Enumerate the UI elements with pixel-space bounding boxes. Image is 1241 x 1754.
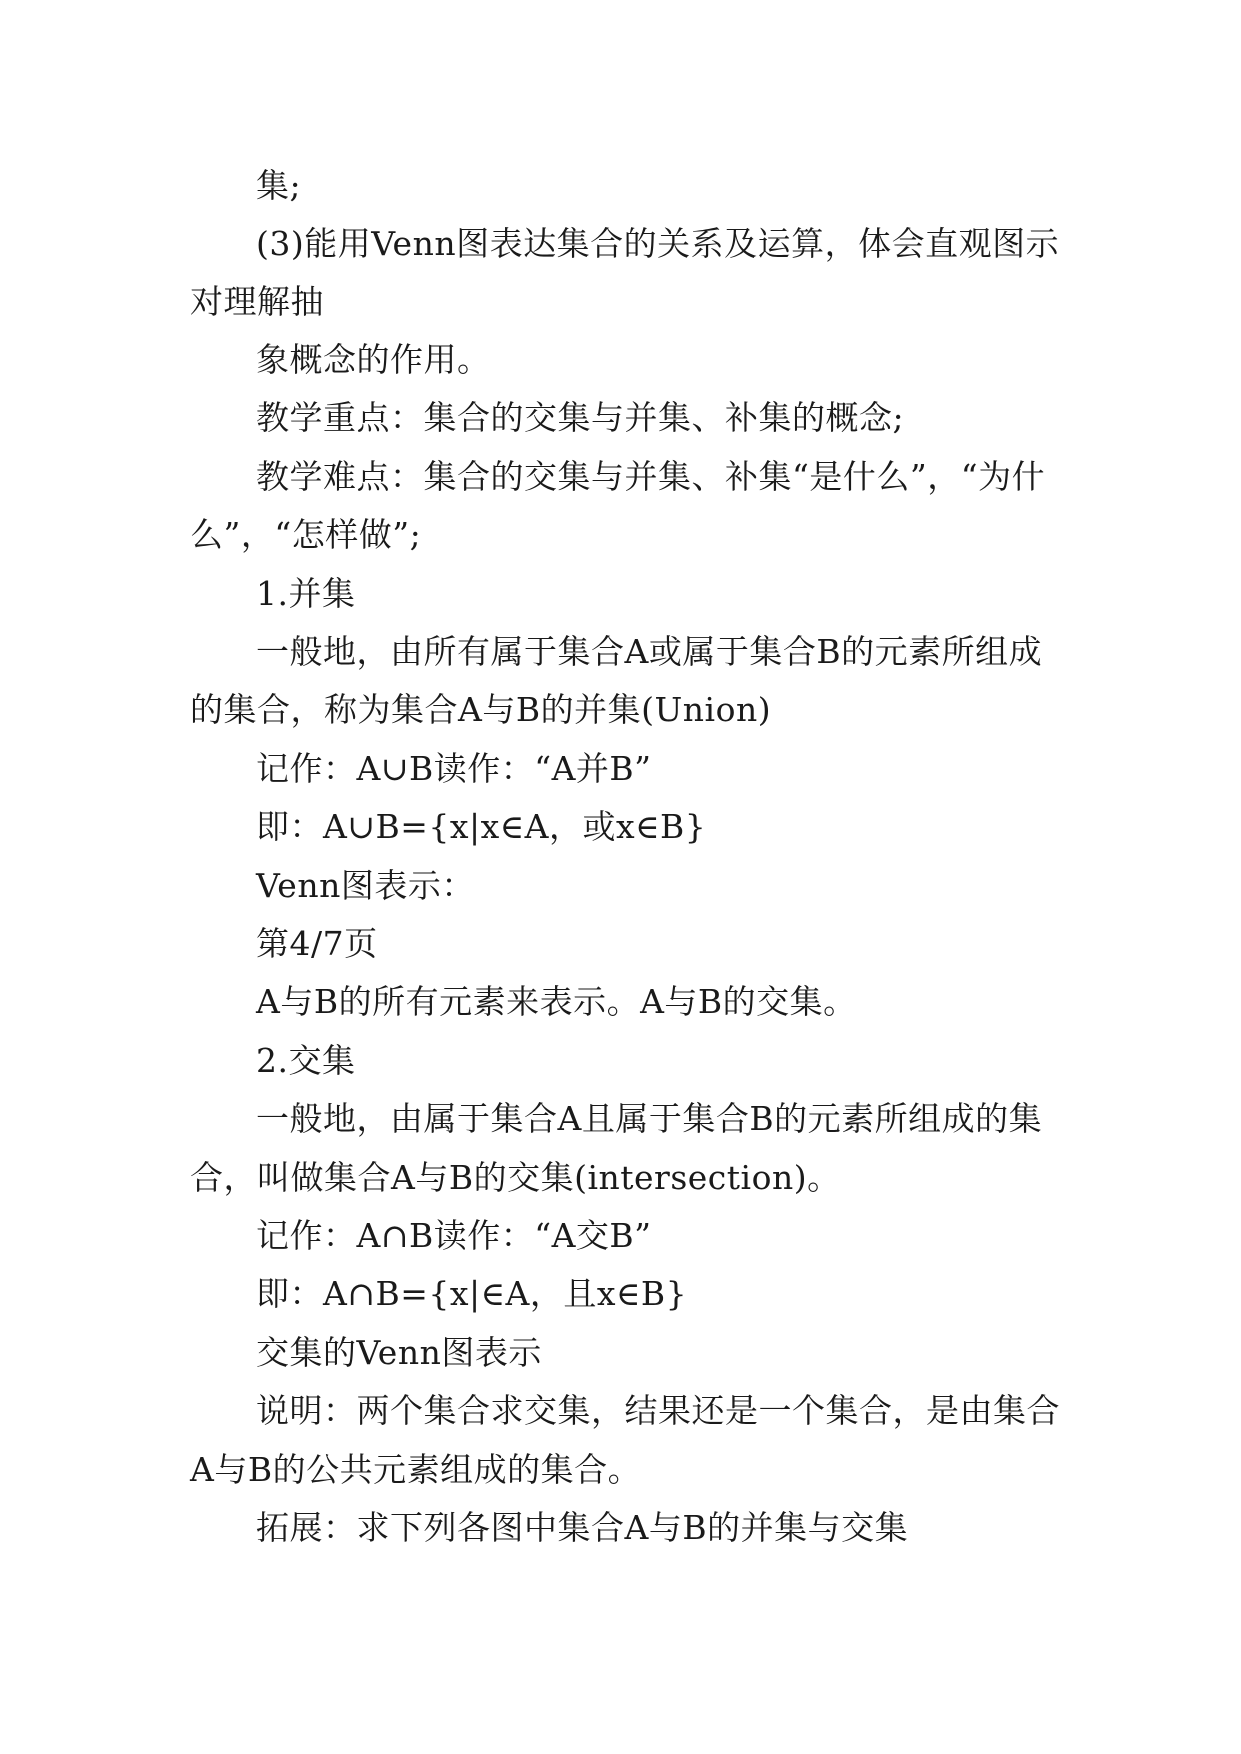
text-line: 对理解抽 xyxy=(190,282,324,321)
text-line: Venn图表示： xyxy=(256,866,475,905)
text-line: 一般地，由属于集合A且属于集合B的元素所组成的集 xyxy=(256,1099,1043,1138)
page-number: 第4/7页 xyxy=(256,924,378,963)
text-line: 教学难点：集合的交集与并集、补集“是什么”，“为什 xyxy=(256,457,1046,496)
text-line: 交集的Venn图表示 xyxy=(256,1333,542,1372)
section-heading: 2.交集 xyxy=(256,1041,356,1080)
text-line: 么”，“怎样做”; xyxy=(190,515,422,554)
text-line: 拓展：求下列各图中集合A与B的并集与交集 xyxy=(256,1508,909,1547)
text-line: A与B的公共元素组成的集合。 xyxy=(190,1450,642,1489)
text-line: 的集合，称为集合A与B的并集(Union) xyxy=(190,690,772,729)
text-line: A与B的所有元素来表示。A与B的交集。 xyxy=(256,982,857,1021)
text-line: 象概念的作用。 xyxy=(256,340,491,379)
text-line: 一般地，由所有属于集合A或属于集合B的元素所组成 xyxy=(256,632,1043,671)
text-line: 合，叫做集合A与B的交集(intersection)。 xyxy=(190,1158,841,1197)
text-line: 记作：A∩B读作：“A交B” xyxy=(256,1216,652,1255)
section-heading: 1.并集 xyxy=(256,574,356,613)
text-line: 即：A∪B={x|x∈A，或x∈B} xyxy=(256,807,707,846)
text-line: 集; xyxy=(256,166,302,205)
text-line: 记作：A∪B读作：“A并B” xyxy=(256,749,652,788)
text-line: 说明：两个集合求交集，结果还是一个集合，是由集合 xyxy=(256,1391,1060,1430)
text-line: 教学重点：集合的交集与并集、补集的概念; xyxy=(256,398,905,437)
text-line: (3)能用Venn图表达集合的关系及运算，体会直观图示 xyxy=(256,224,1060,263)
text-line: 即：A∩B={x|∈A，且x∈B} xyxy=(256,1274,688,1313)
